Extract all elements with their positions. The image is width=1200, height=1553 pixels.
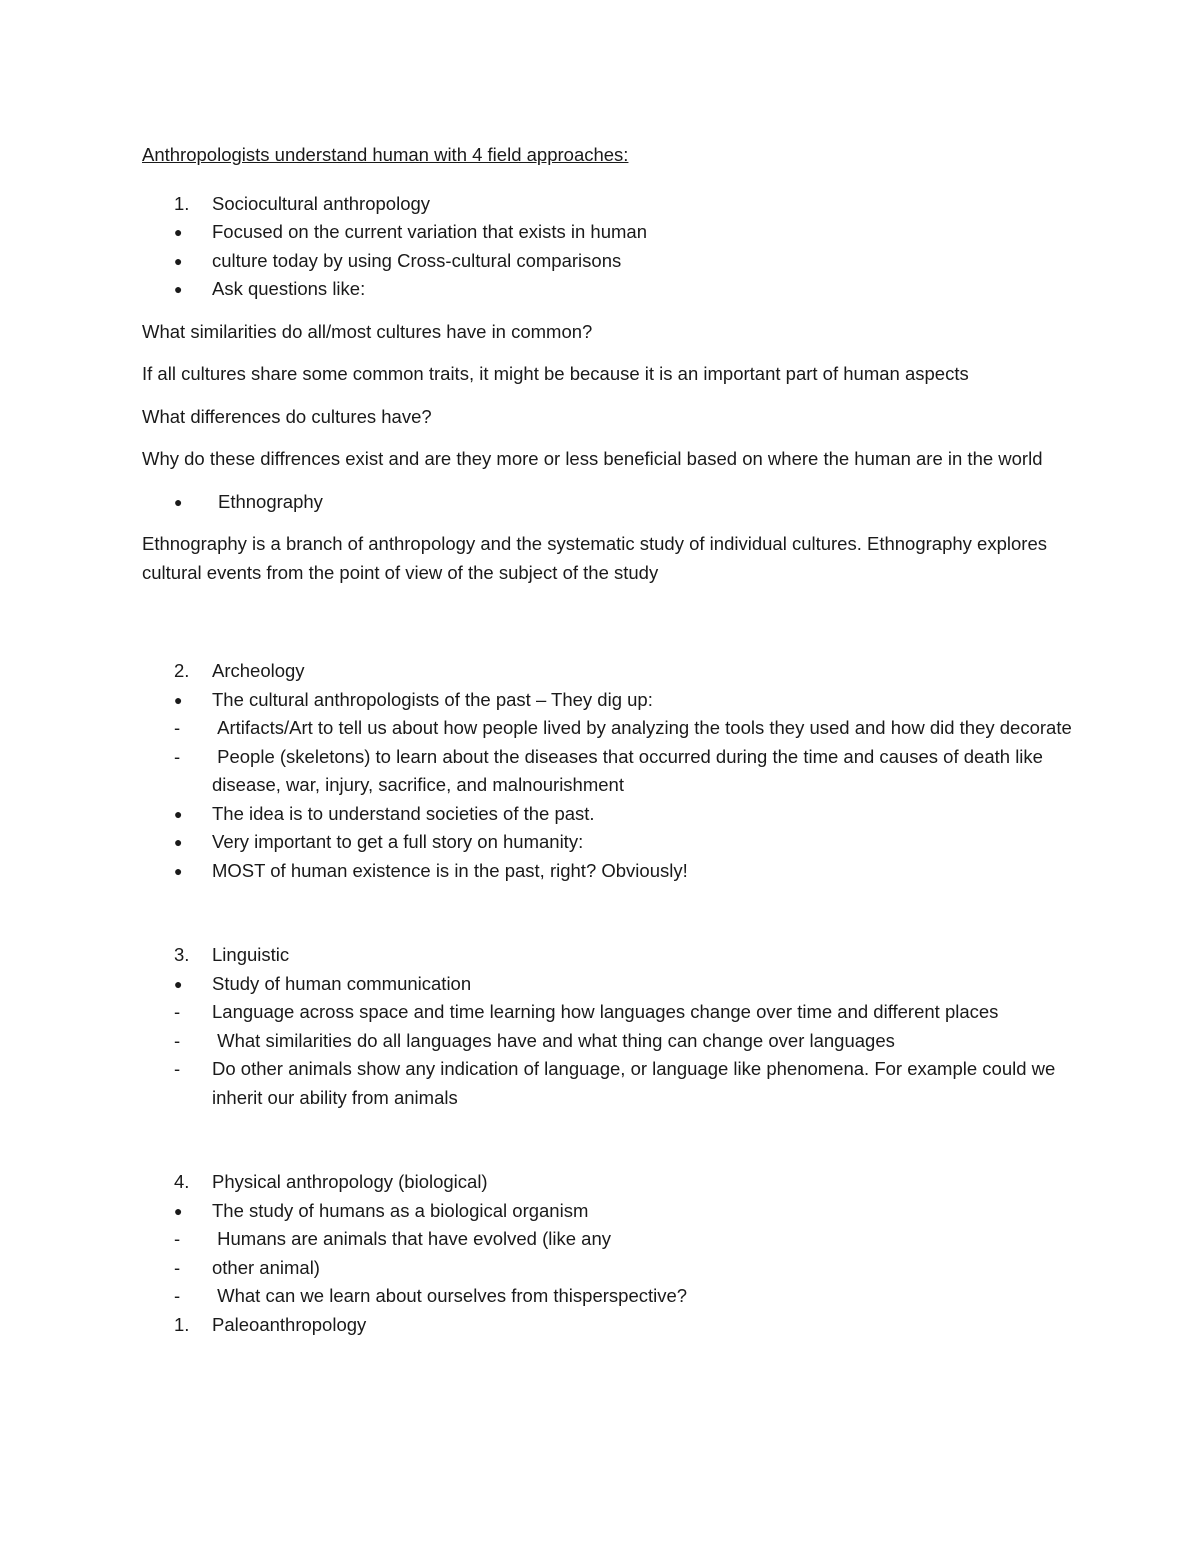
list-item-text: Paleoanthropology: [212, 1313, 367, 1335]
bullet-icon: ●: [174, 834, 183, 850]
bullet-icon: ●: [174, 862, 183, 879]
list-item: [142, 857, 1072, 886]
list-item: [142, 743, 1072, 800]
bullet-icon: ●: [174, 281, 183, 297]
list-item-text: What similarities do all languages have and what thing can change over languages: [212, 1029, 895, 1051]
list-item-text: What can we learn about ourselves from thisperspective?: [212, 1285, 688, 1306]
list-item: [142, 275, 1072, 304]
list-item: [142, 1225, 1072, 1254]
paragraph: Ethnography is a branch of anthropology and the systematic study of individual cultures. Ethnography explores cultural events from the point of view of the subject of the study: [142, 533, 1047, 583]
list-item: [142, 1254, 1072, 1283]
list-item: [142, 1282, 1072, 1311]
list-item: [142, 1311, 1072, 1340]
document-body: [142, 141, 1072, 1339]
list-item: [142, 1197, 1072, 1226]
dash-marker: -: [174, 1058, 181, 1079]
paragraph: If all cultures share some common traits, it might be because it is an important part of human aspects: [142, 363, 969, 384]
section-title: Linguistic: [212, 944, 290, 965]
dash-marker: -: [174, 1256, 181, 1278]
list-item-text: The cultural anthropologists of the past – They dig up:: [212, 688, 653, 710]
bullet-icon: ●: [174, 805, 183, 822]
document-heading: Anthropologists understand human with 4 field approaches:: [142, 144, 629, 165]
list-number: 4.: [174, 1171, 190, 1192]
list-item-text: Ask questions like:: [212, 278, 366, 299]
list-item: [142, 714, 1072, 743]
list-item-text: Do other animals show any indication of language, or language like phenomena. For example could we inherit our ability from animals: [212, 1058, 1061, 1108]
list-item-text: The idea is to understand societies of the past.: [212, 802, 595, 824]
dash-marker: -: [174, 1228, 181, 1249]
list-item: [142, 218, 1072, 247]
list-number: 2.: [174, 660, 190, 681]
list-item: [142, 686, 1072, 715]
dash-marker: -: [174, 1001, 181, 1022]
list-item: [142, 247, 1072, 276]
dash-marker: -: [174, 1285, 181, 1306]
section-1-title: [142, 190, 1072, 219]
section-title: Physical anthropology (biological): [212, 1171, 488, 1192]
list-number: 1.: [174, 1313, 190, 1335]
list-item: [142, 1055, 1072, 1112]
list-item-text: Artifacts/Art to tell us about how people lived by analyzing the tools they used and how did they decorate: [212, 717, 1072, 738]
bullet-icon: ●: [174, 493, 183, 510]
list-item-text: Humans are animals that have evolved (like any: [212, 1228, 611, 1249]
list-number: 1.: [174, 192, 190, 214]
section-title: Archeology: [212, 660, 305, 681]
bullet-icon: ●: [174, 975, 183, 992]
list-item: [142, 998, 1072, 1027]
bullet-icon: ●: [174, 691, 183, 708]
list-item-text: Study of human communication: [212, 972, 472, 994]
list-item-text: Very important to get a full story on humanity:: [212, 831, 584, 852]
list-item-text: People (skeletons) to learn about the diseases that occurred during the time and causes of death like disease, war, injury, sacrifice, and malnourishment: [212, 745, 1049, 795]
list-item-text: Language across space and time learning how languages change over time and different places: [212, 1001, 999, 1022]
paragraph: Why do these diffrences exist and are they more or less beneficial based on where the human are in the world: [142, 448, 1043, 469]
bullet-icon: ●: [174, 1202, 183, 1219]
list-item-text: Focused on the current variation that exists in human: [212, 221, 647, 242]
list-item: [142, 828, 1072, 857]
list-item: [142, 488, 1072, 517]
section-3-title: [142, 941, 1072, 970]
dash-marker: -: [174, 1029, 181, 1051]
dash-marker: -: [174, 717, 181, 738]
dash-marker: -: [174, 745, 181, 767]
list-item-text: MOST of human existence is in the past, right? Obviously!: [212, 859, 688, 881]
list-item-text: other animal): [212, 1256, 320, 1278]
list-number: 3.: [174, 944, 190, 965]
section-4-title: [142, 1168, 1072, 1197]
list-item: [142, 970, 1072, 999]
list-item-text: culture today by using Cross-cultural comparisons: [212, 249, 622, 271]
section-2-title: [142, 657, 1072, 686]
bullet-icon: ●: [174, 224, 183, 240]
list-item: [142, 800, 1072, 829]
list-item-text: The study of humans as a biological organism: [212, 1199, 589, 1221]
bullet-icon: ●: [174, 252, 183, 269]
paragraph: What similarities do all/most cultures have in common?: [142, 320, 593, 342]
section-title: Sociocultural anthropology: [212, 192, 431, 214]
list-item-text: Ethnography: [218, 490, 323, 512]
list-item: [142, 1027, 1072, 1056]
paragraph: What differences do cultures have?: [142, 405, 432, 427]
